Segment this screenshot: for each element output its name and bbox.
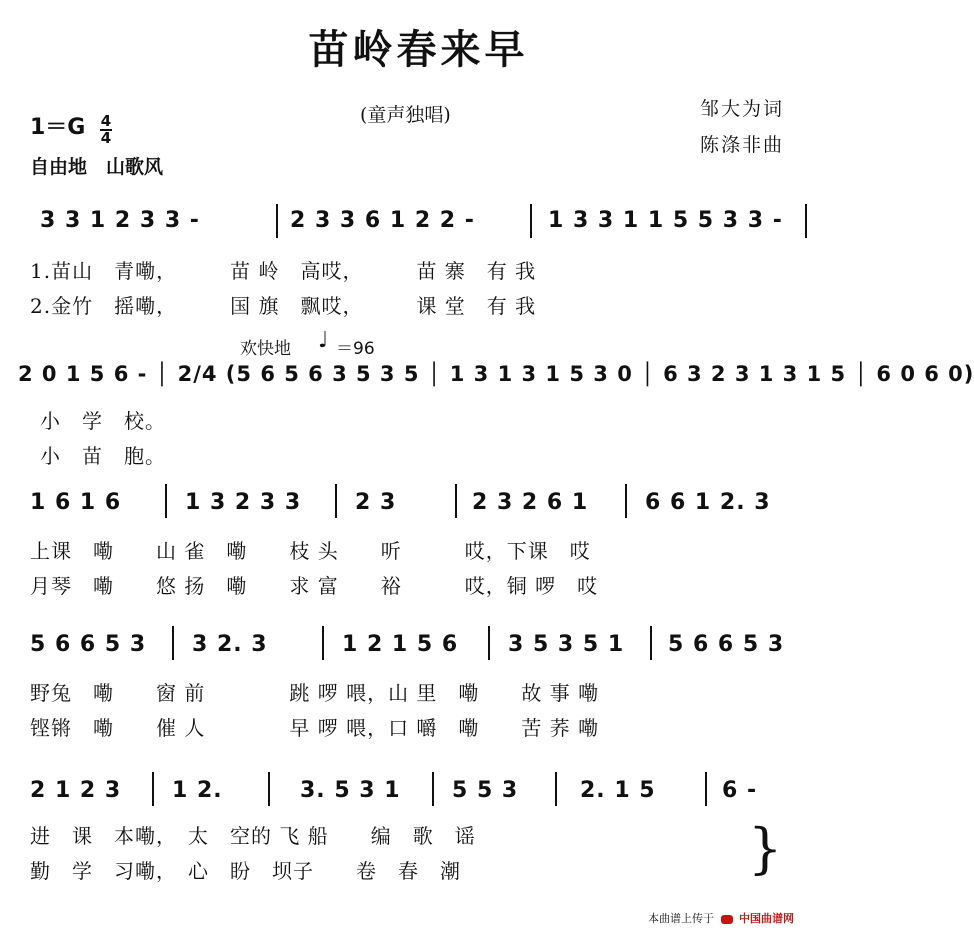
lyrics-verse-1: 进 课 本嘞， 太 空的 飞 船 编 歌 谣 [30,824,476,848]
tempo-marking: 欢快地 [240,339,291,359]
barline [335,484,337,518]
barline [705,772,707,806]
site-logo-icon [721,915,733,924]
notes-measure: 3 2. 3 [192,632,268,657]
footer [648,910,794,926]
barline [805,204,807,238]
barline [488,626,490,660]
lyricist-credit: 邹大为词 [700,98,785,120]
time-signature [100,114,112,146]
notes-measure: 1 3 3 1 1 5 5 3 3 - [548,208,783,233]
notes-measure: 6 - [722,778,758,803]
time-signature-top: 4 [100,112,112,130]
barline [276,204,278,238]
notes-measure: 3 5 3 5 1 [508,632,625,657]
notes-measure: 1 2. [172,778,223,803]
barline [172,626,174,660]
lyrics-verse-1: 上课 嘞 山 雀 嘞 枝 头 听 哎，下课 哎 [30,539,591,563]
notes-measure: 2. 1 5 [580,778,656,803]
notes-measure: 1 3 2 3 3 [185,490,302,515]
lyrics-verse-2: 2.金竹 摇嘞， 国 旗 飘哎， 课 堂 有 我 [30,294,537,318]
footer-prefix: 本曲谱上传于 [648,912,714,925]
page-title: 苗岭春来早 [308,26,529,73]
notes-measure: 3 3 1 2 3 3 - [40,208,200,233]
notes-measure: 1 2 1 5 6 [342,632,459,657]
barline [555,772,557,806]
barline [530,204,532,238]
notes-measure: 2 3 2 6 1 [472,490,589,515]
barline [625,484,627,518]
tempo-text: 自由地 山歌风 [30,156,164,178]
metronome-value: ＝96 [336,339,375,359]
notes-measure: 5 6 6 5 3 [30,632,147,657]
lyrics-verse-2: 月琴 嘞 悠 扬 嘞 求 富 裕 哎，铜 啰 哎 [30,574,599,598]
notes-measure: 5 6 6 5 3 [668,632,785,657]
lyrics-verse-1: 小 学 校。 [40,409,166,433]
notes-measure: 5 5 3 [452,778,519,803]
barline [650,626,652,660]
time-signature-bottom: 4 [100,129,112,147]
barline [322,626,324,660]
notes-measure: 2 3 3 6 1 2 2 - [290,208,475,233]
lyrics-verse-2: 铿锵 嘞 催 人 早 啰 喂，口 嚼 嘞 苦 荞 嘞 [30,716,600,740]
barline [455,484,457,518]
lyrics-verse-1: 野兔 嘞 窗 前 跳 啰 喂，山 里 嘞 故 事 嘞 [30,681,600,705]
quarter-note-icon: ♩ [318,328,329,353]
key-signature: 1＝G [30,115,86,140]
composer-credit: 陈涤非曲 [700,134,785,156]
notes-measure: 2 3 [355,490,397,515]
lyrics-verse-1: 1.苗山 青嘞， 苗 岭 高哎， 苗 寨 有 我 [30,259,537,283]
barline [152,772,154,806]
notes-measure: 6 6 1 2. 3 [645,490,771,515]
notes-measure: 2 1 2 3 [30,778,122,803]
footer-brand[interactable]: 中国曲谱网 [739,912,794,925]
lyrics-verse-2: 勤 学 习嘞， 心 盼 坝子 卷 春 潮 [30,859,461,883]
barline [432,772,434,806]
barline [268,772,270,806]
notes-measure: 3. 5 3 1 [300,778,401,803]
subtitle: (童声独唱) [360,104,451,126]
lyrics-verse-2: 小 苗 胞。 [40,444,166,468]
notes-line: 2 0 1 5 6 - │ 2/4 (5 6 5 6 3 5 3 5 │ 1 3 1 3 1 5 3 0 │ 6 3 2 3 1 3 1 5 │ 6 0 6 0) [18,362,974,386]
barline [165,484,167,518]
notes-measure: 1 6 1 6 [30,490,122,515]
brace-icon: } [748,817,783,880]
